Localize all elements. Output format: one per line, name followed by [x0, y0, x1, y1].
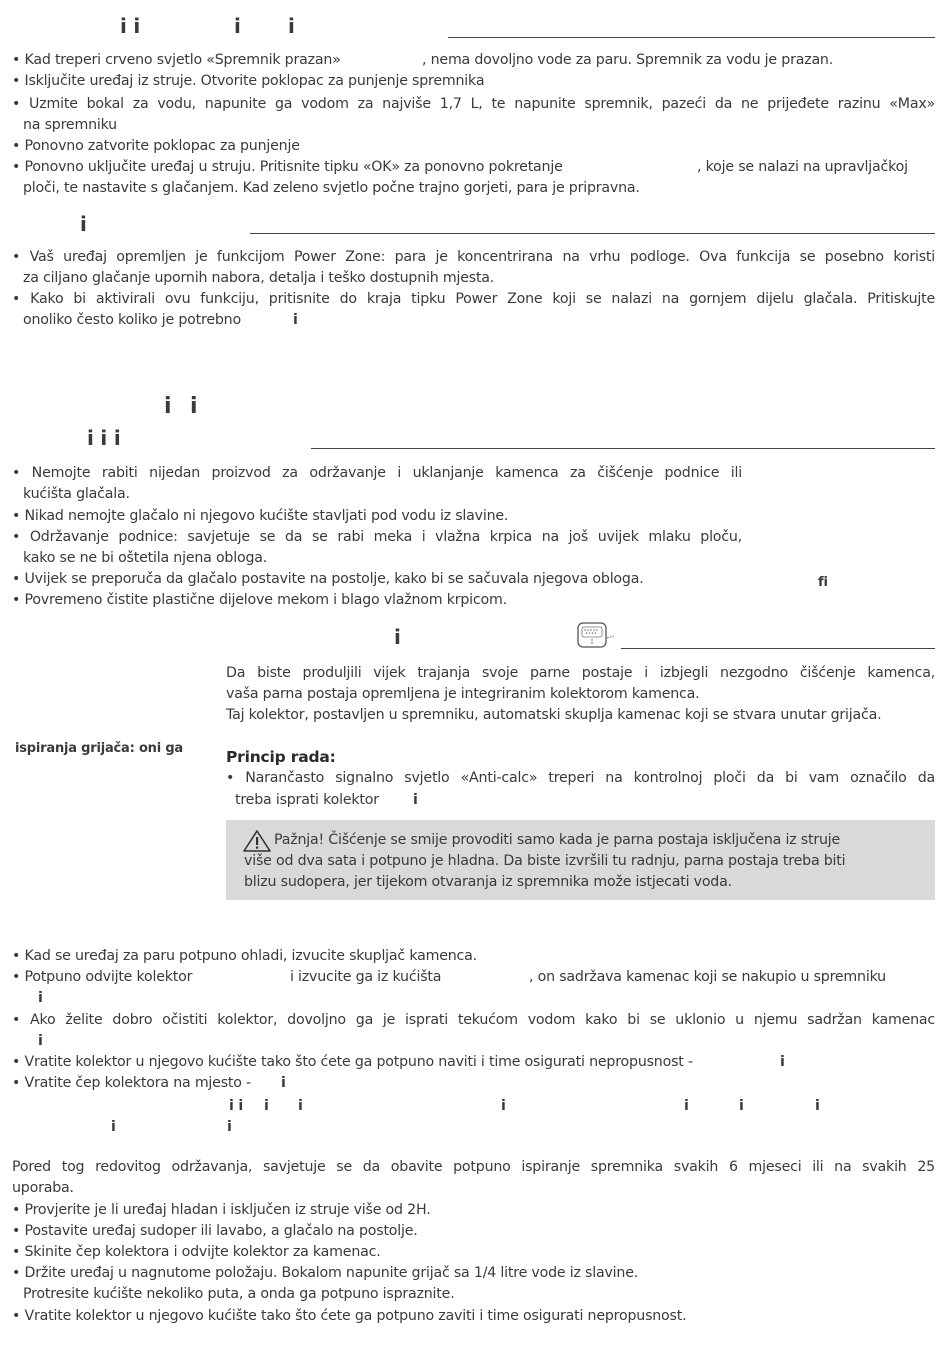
section-rule [250, 233, 935, 234]
text-line: , koje se nalazi na upravljačkoj [697, 159, 908, 175]
text-fragment: fi [818, 575, 828, 590]
text-line: • Ako želite dobro očistiti kolektor, dovoljno ga je isprati tekućom vodom kako bi se uklonio u njemu sadržan kamenac [12, 1012, 935, 1028]
warning-line: blizu sudopera, jer tijekom otvaranja iz spremnika može istjecati voda. [244, 874, 732, 890]
text-line: • Povremeno čistite plastične dijelove mekom i blago vlažnom krpicom. [12, 592, 507, 608]
warning-line: više od dva sata i potpuno je hladna. Da biste izvršili tu radnju, parna postaja treba biti [244, 853, 846, 869]
text-line: ploči, te nastavite s glačanjem. Kad zeleno svjetlo počne trajno gorjeti, para je pripravna. [23, 180, 640, 196]
text-line: , on sadržava kamenac koji se nakupio u spremniku [529, 969, 886, 985]
text-line: • Narančasto signalno svjetlo «Anti-calc» treperi na kontrolnoj ploči da bi vam označilo da [226, 770, 935, 786]
header-fragment: i [190, 394, 198, 419]
text-line: • Uvijek se preporuča da glačalo postavite na postolje, kako bi se sačuvala njegova obloga. [12, 571, 644, 587]
text-line: • Ponovno zatvorite poklopac za punjenje [12, 138, 300, 154]
text-line: • Provjerite je li uređaj hladan i isključen iz struje više od 2H. [12, 1202, 431, 1218]
text-line: kako se ne bi oštetila njena obloga. [23, 550, 268, 566]
text-line: • Držite uređaj u nagnutome položaju. Bokalom napunite grijač sa 1/4 litre vode iz slavine. [12, 1265, 639, 1281]
header-fragment: i [288, 14, 295, 38]
text-line: , nema dovoljno vode za paru. Spremnik za vodu je prazan. [422, 52, 834, 68]
text-line: • Nemojte rabiti nijedan proizvod za održavanje i uklanjanje kamenca za čišćenje podnice ili [12, 465, 742, 481]
text-line: Da biste produljili vijek trajanja svoje parne postaje i izbjegli nezgodno čišćenje kamenca, [226, 665, 935, 681]
text-line: i izvucite ga iz kućišta [290, 969, 442, 985]
warning-triangle-icon [242, 829, 272, 853]
text-line: • Skinite čep kolektora i odvijte kolektor za kamenac. [12, 1244, 381, 1260]
text-line: • Kad treperi crveno svjetlo «Spremnik prazan» [12, 52, 341, 68]
text-line: kućišta glačala. [23, 486, 130, 502]
section-rule [621, 648, 935, 649]
header-fragment: i i [120, 14, 141, 38]
text-line: • Isključite uređaj iz struje. Otvorite poklopac za punjenje spremnika [12, 73, 485, 89]
text-line: • Vratite čep kolektora na mjesto - [12, 1075, 251, 1091]
header-fragment: i i i [87, 426, 121, 450]
header-fragment: i [164, 394, 172, 419]
text-line: • Postavite uređaj sudoper ili lavabo, a glačalo na postolje. [12, 1223, 418, 1239]
text-line: treba isprati kolektor [235, 792, 379, 808]
text-line: na spremniku [23, 117, 117, 133]
anticalc-indicator-icon [576, 621, 616, 651]
text-line: Protresite kućište nekoliko puta, a onda ga potpuno ispraznite. [23, 1286, 455, 1302]
text-line: • Kako bi aktivirali ovu funkciju, pritisnite do kraja tipku Power Zone koji se nalazi na gornjem dijelu glačala. Pritiskujte [12, 291, 935, 307]
text-line: vaša parna postaja opremljena je integriranim kolektorom kamenca. [226, 686, 700, 702]
text-line: • Ponovno uključite uređaj u struju. Pritisnite tipku «OK» za ponovno pokretanje [12, 159, 563, 175]
text-line: • Vratite kolektor u njegovo kućište tako što ćete ga potpuno zaviti i time osigurati nepropusnost. [12, 1308, 687, 1324]
text-fragment: i [780, 1054, 785, 1070]
text-line: • Vaš uređaj opremljen je funkcijom Power Zone: para je koncentrirana na vrhu podloge. Ova funkcija se posebno koristi [12, 249, 935, 265]
text-fragment: i [739, 1098, 744, 1114]
warning-line: Pažnja! Čišćenje se smije provoditi samo kada je parna postaja isključena iz struje [274, 832, 841, 848]
section-rule [311, 448, 935, 449]
text-fragment: i [227, 1119, 232, 1135]
text-line: Taj kolektor, postavljen u spremniku, automatski skuplja kamenac koji se stvara unutar grijača. [226, 707, 882, 723]
text-line: za ciljano glačanje upornih nabora, detalja i teško dostupnih mjesta. [23, 270, 495, 286]
text-fragment: i [293, 312, 298, 328]
text-line: onoliko često koliko je potrebno [23, 312, 241, 328]
text-fragment: i [684, 1098, 689, 1114]
text-line: • Održavanje podnice: savjetuje se da se rabi meka i vlažna krpica na još uvijek mlaku ploču, [12, 529, 742, 545]
text-fragment: i [281, 1075, 286, 1091]
header-fragment: i [234, 14, 241, 38]
text-line: uporaba. [12, 1180, 74, 1196]
text-fragment: i [298, 1098, 303, 1114]
header-fragment: i [394, 625, 401, 649]
text-line: • Nikad nemojte glačalo ni njegovo kućište stavljati pod vodu iz slavine. [12, 508, 509, 524]
warning-box [226, 820, 935, 900]
text-fragment: i [38, 1033, 43, 1049]
text-line: Pored tog redovitog održavanja, savjetuje se da obavite potpuno ispiranje spremnika svakih 6 mjeseci ili na svakih 25 [12, 1159, 935, 1175]
text-fragment: i [815, 1098, 820, 1114]
text-line: • Uzmite bokal za vodu, napunite ga vodom za najviše 1,7 L, te napunite spremnik, pazeći da ne prijeđete razinu «Max» [12, 96, 935, 112]
text-fragment: i [38, 990, 43, 1006]
text-fragment: i [111, 1119, 116, 1135]
header-fragment: i [80, 212, 87, 236]
principle-title: Princip rada: [226, 748, 336, 766]
text-fragment: i [501, 1098, 506, 1114]
text-line: • Potpuno odvijte kolektor [12, 969, 193, 985]
side-label: ispiranja grijača: oni ga [15, 741, 183, 756]
text-line: • Vratite kolektor u njegovo kućište tako što ćete ga potpuno naviti i time osigurati nepropusnost - [12, 1054, 693, 1070]
text-fragment: i i [229, 1098, 244, 1114]
text-fragment: i [264, 1098, 269, 1114]
section-rule [448, 37, 935, 38]
text-line: • Kad se uređaj za paru potpuno ohladi, izvucite skupljač kamenca. [12, 948, 477, 964]
text-fragment: i [413, 792, 418, 808]
